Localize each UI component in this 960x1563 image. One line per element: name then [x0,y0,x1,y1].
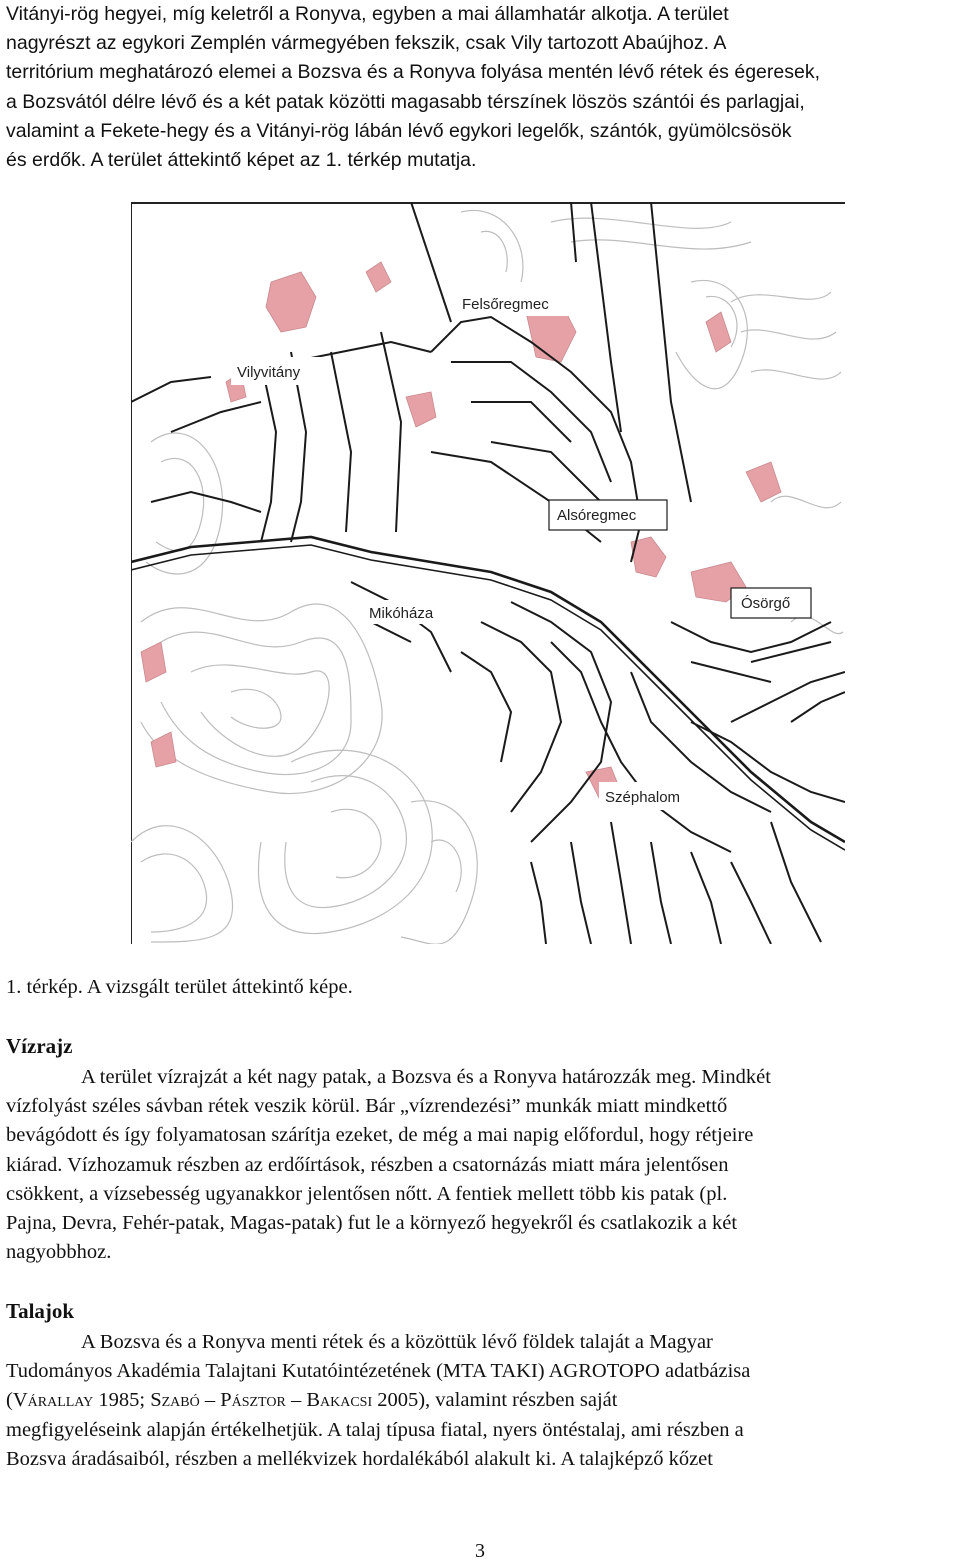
svg-text:Felsőregmec: Felsőregmec [462,296,549,313]
svg-text:Ósörgő: Ósörgő [741,595,791,612]
vizrajz-line: Pajna, Devra, Fehér-patak, Magas-patak) fut le a környező hegyekről és csatlakozik a két [6,1212,738,1235]
vizrajz-paragraph [6,1063,952,1267]
citation-author: Pásztor [220,1389,286,1412]
map-label-szephalom [599,782,711,810]
vizrajz-line: nagyobbhoz. [6,1241,112,1264]
citation-author: Szabó [150,1389,200,1412]
intro-line: Vitányi-rög hegyei, míg keletről a Ronyva, egyben a mai államhatár alkotja. A terület [6,3,729,25]
talajok-line-citations: (Várallay 1985; Szabó – Pásztor – Bakacsi 2005), valamint részben saját [6,1389,618,1412]
area-overview-map [131,202,845,944]
intro-line: nagyrészt az egykori Zemplén vármegyében fekszik, csak Vily tartozott Abaújhoz. A [6,32,727,55]
vizrajz-line: vízfolyást széles sávban rétek veszik körül. Bár „vízrendezési” munkák miatt mindkettő [6,1095,728,1118]
talajok-paragraph [6,1328,952,1474]
citation-author: Bakacsi [306,1389,373,1412]
talajok-line: megfigyeléseink alapján értékelhetjük. A talaj típusa fiatal, nyers öntéstalaj, ami részben a [6,1418,744,1441]
talajok-line: Tudományos Akadémia Talajtani Kutatóintézetének (MTA TAKI) AGROTOPO adatbázisa [6,1360,751,1383]
talajok-line: Bozsva áradásaiból, részben a mellékvizek hordalékából alakult ki. A talajképző kőzet [6,1447,713,1470]
svg-text:Alsóregmec: Alsóregmec [557,507,637,524]
intro-line: valamint a Fekete-hegy és a Vitányi-rög lábán lévő egykori legelők, szántók, gyümölcsösök [6,119,792,142]
intro-line: a Bozsvától délre lévő és a két patak közötti magasabb térszínek löszös szántói és parlagjai, [6,90,805,113]
map-caption: 1. térkép. A vizsgált terület áttekintő képe. [6,976,353,998]
section-heading-talajok: Talajok [6,1299,75,1323]
map-label-felsoregmec [456,290,578,316]
vizrajz-line: A terület vízrajzát a két nagy patak, a Bozsva és a Ronyva határozzák meg. Mindkét [81,1066,771,1088]
svg-text:Széphalom: Széphalom [605,789,681,806]
citation-author: Várallay [12,1389,94,1412]
section-heading-vizrajz: Vízrajz [6,1034,73,1058]
map-label-osorgo [731,588,811,618]
page-number: 3 [475,1540,485,1562]
map-label-vilyvitany [231,357,327,385]
vizrajz-line: kiárad. Vízhozamuk részben az erdőírtások, részben a csatornázás miatt mára jelentősen [6,1153,729,1176]
intro-paragraph [6,0,952,175]
map-label-alsoregmec [549,500,667,530]
vizrajz-line: csökkent, a vízsebesség ugyanakkor jelentősen nőtt. A fentiek mellett több kis patak (pl. [6,1182,728,1205]
intro-line: territórium meghatározó elemei a Bozsva és a Ronyva folyása mentén lévő rétek és égeresek, [6,61,820,84]
vizrajz-line: bevágódott és így folyamatosan szárítja ezeket, de még a mai napig előfordul, hogy rétjeire [6,1124,754,1147]
svg-text:Mikóháza: Mikóháza [369,605,434,622]
map-label-mikohaza [363,600,451,624]
talajok-line: A Bozsva és a Ronyva menti rétek és a közöttük lévő földek talaját a Magyar [81,1331,713,1353]
svg-text:Vilyvitány: Vilyvitány [237,364,301,381]
intro-line: és erdők. A terület áttekintő képet az 1. térkép mutatja. [6,149,477,172]
